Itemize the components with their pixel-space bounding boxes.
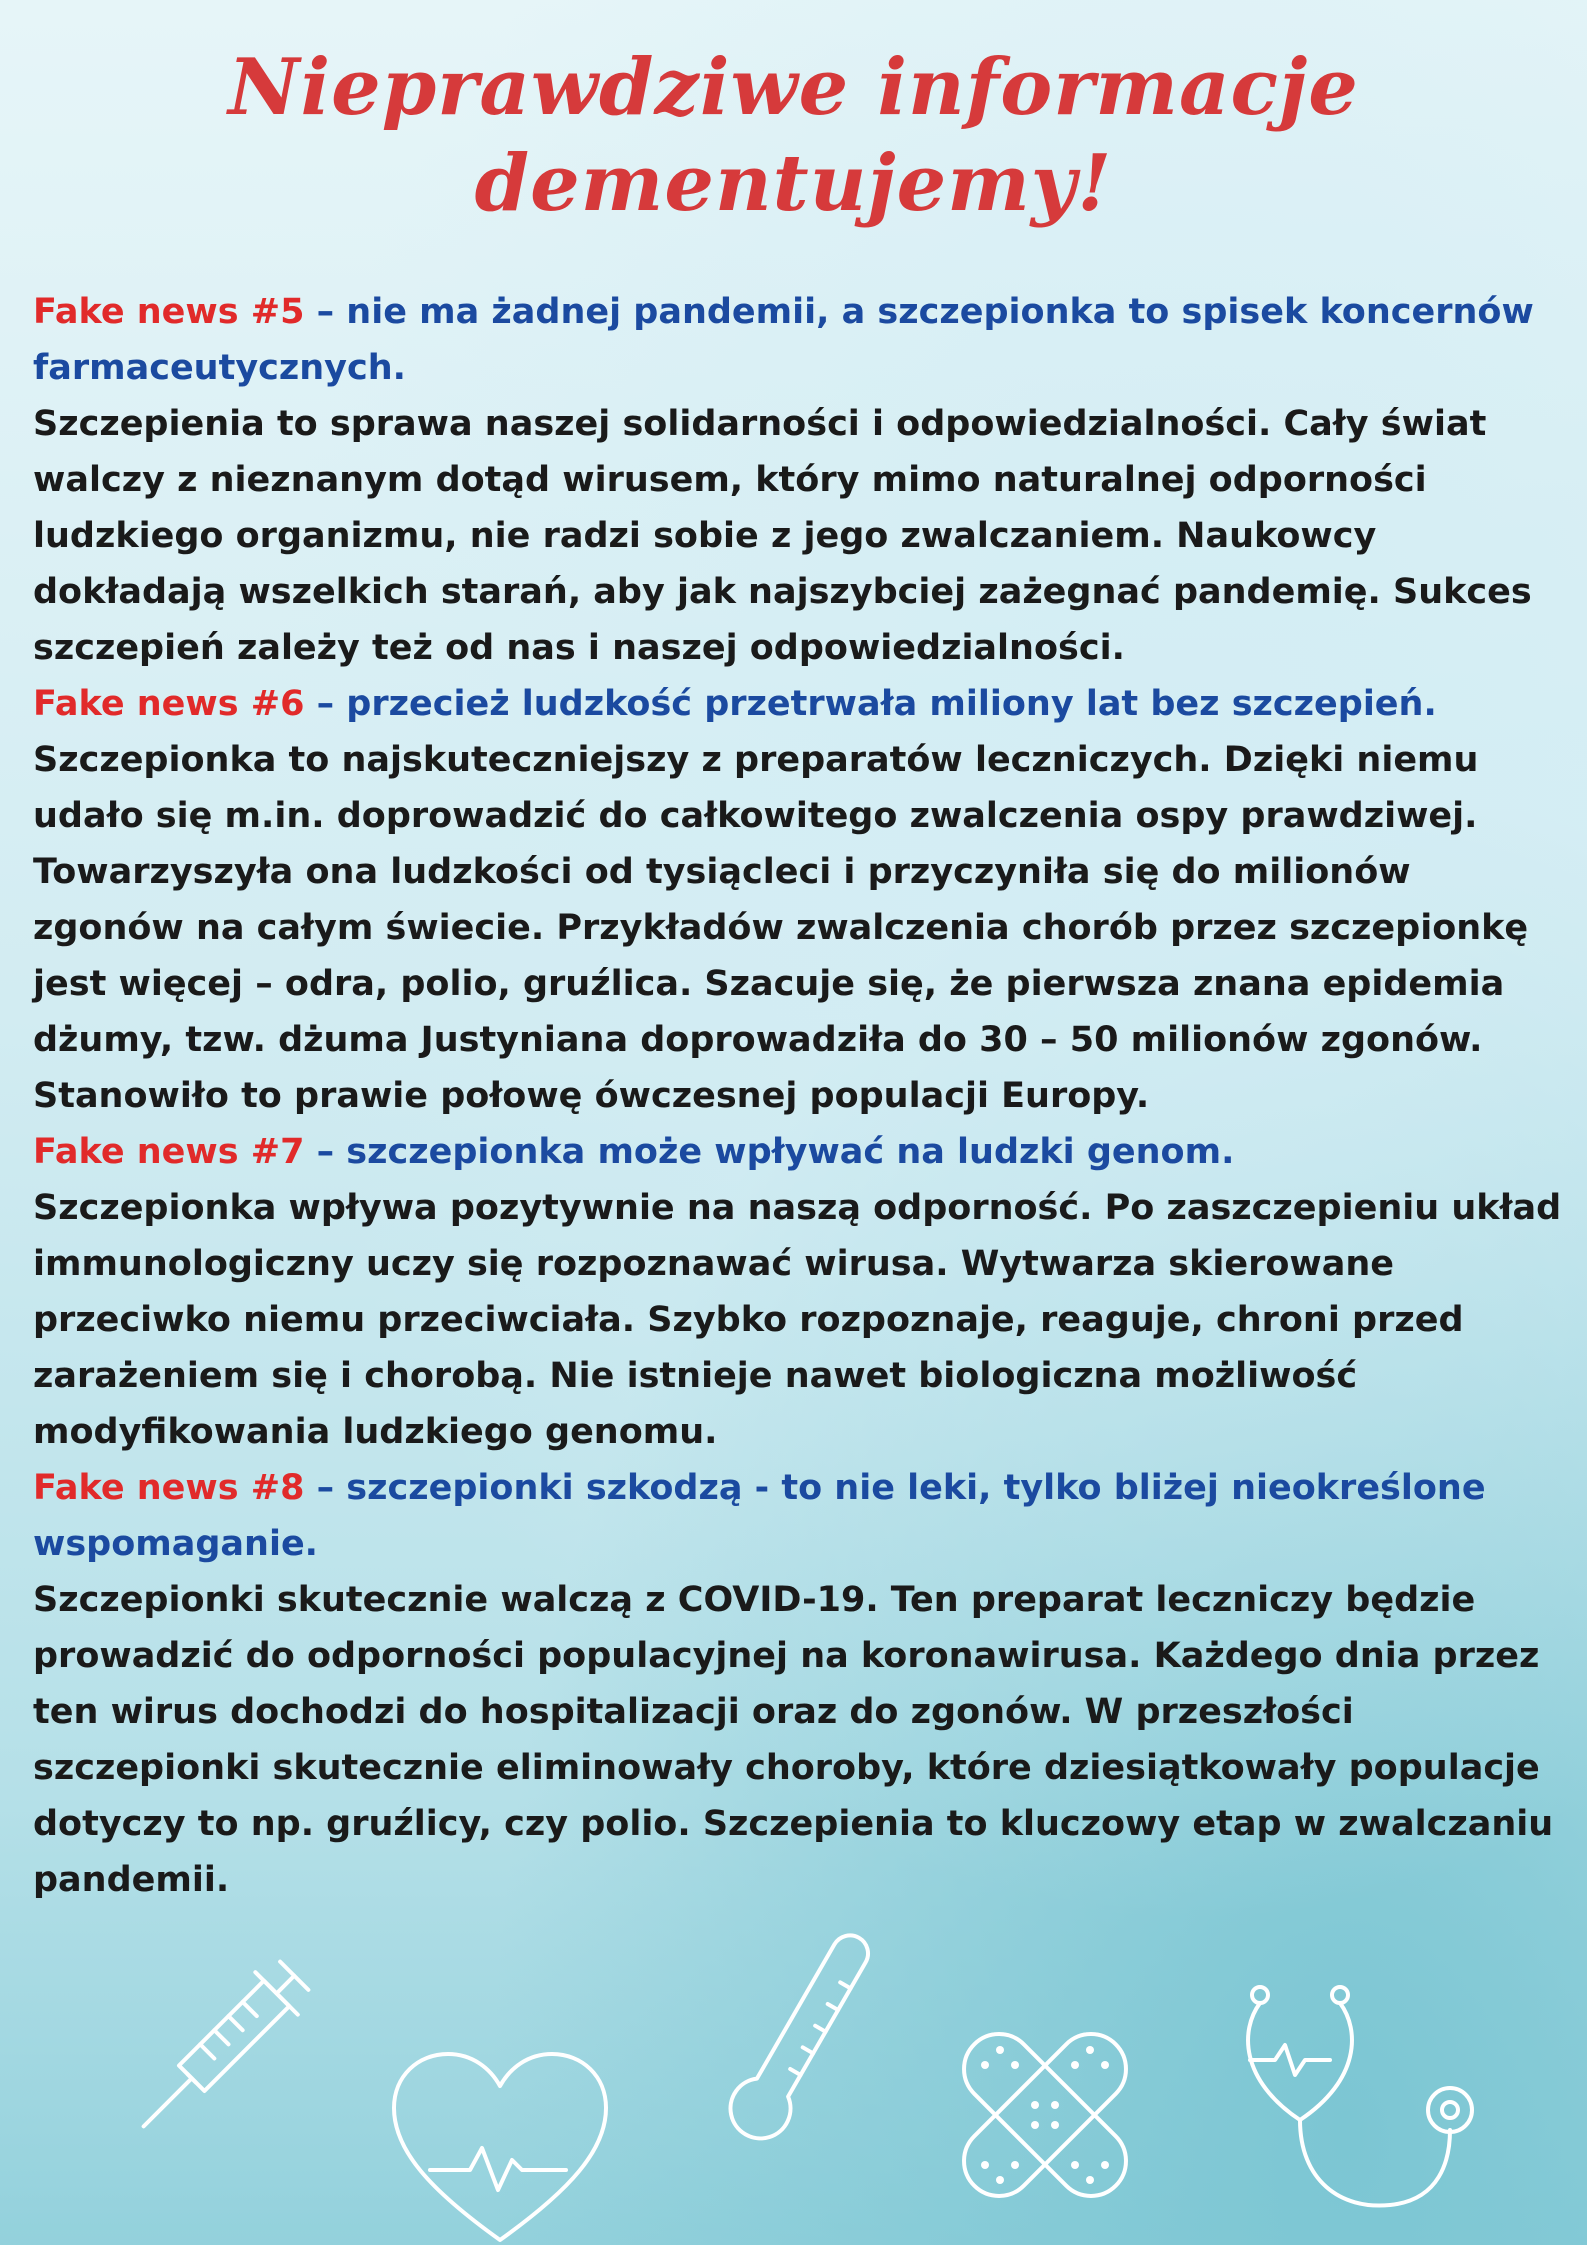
section-heading — [33, 676, 1563, 732]
article-content — [33, 284, 1563, 1908]
bandage-icon — [940, 2010, 1150, 2220]
fake-news-label: Fake news #8 — [33, 1468, 305, 1508]
fake-news-label: Fake news #6 — [33, 684, 305, 724]
fake-news-section-6 — [33, 676, 1563, 1124]
page-title — [0, 40, 1587, 232]
syringe-icon — [110, 1940, 330, 2160]
fake-news-claim: – przecież ludzkość przetrwała miliony lat bez szczepień. — [304, 684, 1437, 724]
medical-icons-row — [0, 1900, 1587, 2245]
section-body: Szczepienia to sprawa naszej solidarności i odpowiedzialności. Cały świat walczy z nieznanym dotąd wirusem, który mimo naturalnej odporności ludzkiego organizmu, nie radzi sobie z jego zwalczaniem. Naukowcy dokładają wszelkich starań, aby jak najszybciej zażegnać pandemię. Sukces szczepień zależy też od nas i naszej odpowiedzialności. — [33, 404, 1532, 668]
fake-news-claim: – nie ma żadnej pandemii, a szczepionka to spisek koncernów farmaceutycznych. — [33, 292, 1534, 388]
section-heading — [33, 1460, 1563, 1572]
section-heading — [33, 284, 1563, 396]
fake-news-claim: – szczepionki szkodzą - to nie leki, tylko bliżej nieokreślone wspomaganie. — [33, 1468, 1486, 1564]
fake-news-section-5 — [33, 284, 1563, 676]
fake-news-label: Fake news #5 — [33, 292, 305, 332]
fake-news-claim: – szczepionka może wpływać na ludzki genom. — [304, 1132, 1235, 1172]
section-body: Szczepionka wpływa pozytywnie na naszą odporność. Po zaszczepieniu układ immunologiczny uczy się rozpoznawać wirusa. Wytwarza skierowane przeciwko niemu przeciwciała. Szybko rozpoznaje, reaguje, chroni przed zarażeniem się i chorobą. Nie istnieje nawet biologiczna możliwość modyfikowania ludzkiego genomu. — [33, 1188, 1562, 1452]
stethoscope-icon — [1230, 1980, 1490, 2240]
fake-news-section-7 — [33, 1124, 1563, 1460]
fake-news-label: Fake news #7 — [33, 1132, 305, 1172]
section-body: Szczepionki skutecznie walczą z COVID-19. Ten preparat leczniczy będzie prowadzić do odporności populacyjnej na koronawirusa. Każdego dnia przez ten wirus dochodzi do hospitalizacji oraz do zgonów. W przeszłości szczepionki skutecznie eliminowały choroby, które dziesiątkowały populacje dotyczy to np. gruźlicy, czy polio. Szczepienia to kluczowy etap w zwalczaniu pandemii. — [33, 1580, 1554, 1900]
thermometer-icon — [720, 1920, 880, 2160]
fake-news-section-8 — [33, 1460, 1563, 1908]
section-heading — [33, 1124, 1563, 1180]
heart-pulse-icon — [390, 2050, 610, 2245]
section-body: Szczepionka to najskuteczniejszy z preparatów leczniczych. Dzięki niemu udało się m.in. doprowadzić do całkowitego zwalczenia ospy prawdziwej. Towarzyszyła ona ludzkości od tysiącleci i przyczyniła się do milionów zgonów na całym świecie. Przykładów zwalczenia chorób przez szczepionkę jest więcej – odra, polio, gruźlica. Szacuje się, że pierwsza znana epidemia dżumy, tzw. dżuma Justyniana doprowadziła do 30 – 50 milionów zgonów. Stanowiło to prawie połowę ówczesnej populacji Europy. — [33, 740, 1529, 1116]
title-line-2: dementujemy! — [474, 138, 1113, 229]
title-line-1: Nieprawdziwe informacje — [228, 42, 1359, 133]
